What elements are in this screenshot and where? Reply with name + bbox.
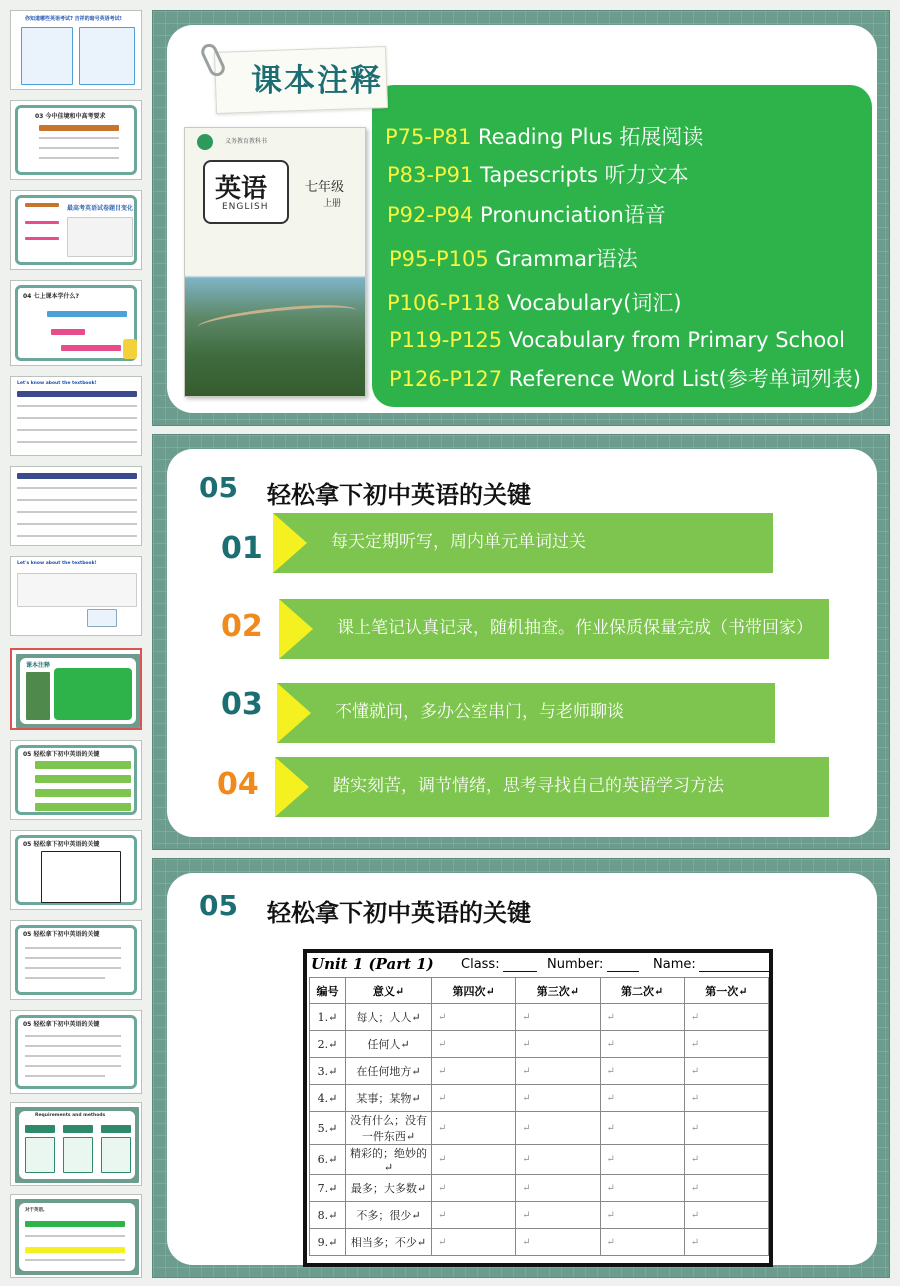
table-row — [310, 1202, 769, 1229]
answer-cell[interactable]: ↵ — [600, 1031, 684, 1058]
answer-cell[interactable]: ↵ — [432, 1229, 516, 1256]
thumb-title: 04 七上课本学什么? — [23, 293, 79, 300]
table-row — [310, 1085, 769, 1112]
answer-cell[interactable]: ↵ — [600, 1112, 684, 1145]
answer-cell[interactable]: ↵ — [684, 1112, 768, 1145]
row-number: 9.↵ — [310, 1229, 346, 1256]
table-row — [310, 1004, 769, 1031]
column-header: 编号 — [310, 978, 346, 1004]
class-label: Class: — [461, 957, 500, 972]
answer-cell[interactable]: ↵ — [600, 1058, 684, 1085]
column-header: 意义↵ — [346, 978, 432, 1004]
key-item-bar — [275, 757, 829, 817]
column-header: 第二次↵ — [600, 978, 684, 1004]
slide-keys-to-english[interactable] — [152, 434, 890, 850]
thumb-title: 最高考英语试卷题目变化 — [67, 205, 134, 212]
thumb-title: 对于英语, — [25, 1208, 45, 1213]
slide-textbook-notes[interactable] — [152, 10, 890, 426]
slide-thumbnail-12[interactable] — [10, 1010, 142, 1094]
key-text: 不懂就问，多办公室串门，与老师聊谈 — [335, 702, 624, 723]
key-number: 03 — [221, 687, 263, 722]
thumb-title: 05 轻松拿下初中英语的关键 — [23, 1021, 100, 1028]
answer-cell[interactable]: ↵ — [516, 1085, 600, 1112]
thumb-title: Let's know about the textbook! — [17, 381, 97, 386]
slide-thumbnail-8[interactable] — [10, 648, 142, 730]
slide-thumbnail-4[interactable] — [10, 280, 142, 366]
slide-thumbnail-5[interactable] — [10, 376, 142, 456]
slide-title: 轻松拿下初中英语的关键 — [267, 480, 531, 509]
answer-cell[interactable]: ↵ — [600, 1085, 684, 1112]
slide-thumbnail-11[interactable] — [10, 920, 142, 1000]
row-meaning: 没有什么；没有一件东西↵ — [346, 1112, 432, 1145]
answer-cell[interactable]: ↵ — [684, 1085, 768, 1112]
row-number: 2.↵ — [310, 1031, 346, 1058]
book-title-en: ENGLISH — [222, 202, 269, 212]
sheet-header — [311, 955, 771, 977]
answer-cell[interactable]: ↵ — [684, 1145, 768, 1175]
key-item-bar — [273, 513, 773, 573]
answer-cell[interactable]: ↵ — [600, 1004, 684, 1031]
book-title-zh: 英语 — [215, 174, 268, 204]
answer-cell[interactable]: ↵ — [432, 1175, 516, 1202]
row-meaning: 相当多；不少↵ — [346, 1229, 432, 1256]
table-row — [310, 1112, 769, 1145]
slide-card — [167, 873, 877, 1265]
answer-cell[interactable]: ↵ — [600, 1229, 684, 1256]
column-header: 第一次↵ — [684, 978, 768, 1004]
answer-cell[interactable]: ↵ — [432, 1202, 516, 1229]
column-header: 第三次↵ — [516, 978, 600, 1004]
toc-item: P92-P94 Pronunciation语音 — [387, 203, 666, 227]
toc-item: P83-P91 Tapescripts 听力文本 — [387, 163, 689, 187]
row-number: 6.↵ — [310, 1145, 346, 1175]
answer-cell[interactable]: ↵ — [684, 1031, 768, 1058]
row-number: 3.↵ — [310, 1058, 346, 1085]
thumb-title: 03 今中佳境和中高考要求 — [35, 113, 106, 120]
table-header-row — [310, 978, 769, 1004]
toc-item: P126-P127 Reference Word List(参考单词列表) — [389, 367, 861, 391]
answer-cell[interactable]: ↵ — [600, 1202, 684, 1229]
table-row — [310, 1175, 769, 1202]
toc-item: P95-P105 Grammar语法 — [389, 247, 638, 271]
answer-cell[interactable]: ↵ — [516, 1175, 600, 1202]
key-text: 每天定期听写，周内单元单词过关 — [331, 532, 586, 553]
answer-cell[interactable]: ↵ — [432, 1058, 516, 1085]
answer-cell[interactable]: ↵ — [684, 1004, 768, 1031]
row-meaning: 不多；很少↵ — [346, 1202, 432, 1229]
column-header: 第四次↵ — [432, 978, 516, 1004]
answer-cell[interactable]: ↵ — [516, 1145, 600, 1175]
slide-title: 课本注释 — [251, 63, 383, 99]
slide-thumbnail-rail — [0, 0, 146, 1286]
table-row — [310, 1031, 769, 1058]
slide-thumbnail-7[interactable] — [10, 556, 142, 636]
answer-cell[interactable]: ↵ — [432, 1085, 516, 1112]
number-label: Number: — [547, 957, 604, 972]
row-meaning: 精彩的；绝妙的↵ — [346, 1145, 432, 1175]
toc-item: P75-P81 Reading Plus 拓展阅读 — [385, 125, 704, 149]
answer-cell[interactable]: ↵ — [432, 1145, 516, 1175]
book-volume: 上册 — [323, 199, 342, 209]
row-number: 1.↵ — [310, 1004, 346, 1031]
table-row — [310, 1229, 769, 1256]
key-item-bar — [279, 599, 829, 659]
answer-cell[interactable]: ↵ — [432, 1031, 516, 1058]
slide-thumbnail-2[interactable] — [10, 100, 142, 180]
thumb-title: Requirements and methods — [35, 1113, 106, 1118]
sheet-unit: Unit 1 (Part 1) — [311, 955, 434, 973]
key-number: 04 — [217, 767, 259, 802]
section-number: 05 — [199, 889, 238, 922]
slide-thumbnail-6[interactable] — [10, 466, 142, 546]
row-number: 4.↵ — [310, 1085, 346, 1112]
thumb-title: 05 轻松拿下初中英语的关键 — [23, 841, 100, 848]
slide-dictation-sheet[interactable] — [152, 858, 890, 1278]
slide-card — [167, 25, 877, 413]
answer-cell[interactable]: ↵ — [600, 1175, 684, 1202]
row-meaning: 任何人↵ — [346, 1031, 432, 1058]
answer-cell[interactable]: ↵ — [432, 1004, 516, 1031]
thumb-title: 05 轻松拿下初中英语的关键 — [23, 931, 100, 938]
answer-cell[interactable]: ↵ — [516, 1229, 600, 1256]
answer-cell[interactable]: ↵ — [684, 1229, 768, 1256]
answer-cell[interactable]: ↵ — [684, 1202, 768, 1229]
section-number: 05 — [199, 471, 238, 504]
textbook-cover-image — [184, 127, 366, 397]
row-meaning: 某事；某物↵ — [346, 1085, 432, 1112]
row-meaning: 最多；大多数↵ — [346, 1175, 432, 1202]
key-text: 踏实刻苦，调节情绪，思考寻找自己的英语学习方法 — [333, 776, 724, 797]
key-item-bar — [277, 683, 775, 743]
book-publisher: 义务教育教科书 — [225, 138, 268, 145]
slide-thumbnail-9[interactable] — [10, 740, 142, 820]
thumb-title: 课本注释 — [26, 662, 51, 669]
vocabulary-dictation-sheet — [303, 949, 773, 1267]
slide-thumbnail-1[interactable] — [10, 10, 142, 90]
thumb-title: Let's know about the textbook! — [17, 561, 97, 566]
slide-card — [167, 449, 877, 837]
row-number: 5.↵ — [310, 1112, 346, 1145]
slide-thumbnail-10[interactable] — [10, 830, 142, 910]
row-meaning: 在任何地方↵ — [346, 1058, 432, 1085]
slide-title: 轻松拿下初中英语的关键 — [267, 898, 531, 927]
answer-cell[interactable]: ↵ — [516, 1004, 600, 1031]
table-row — [310, 1145, 769, 1175]
answer-cell[interactable]: ↵ — [600, 1145, 684, 1175]
row-number: 7.↵ — [310, 1175, 346, 1202]
slide-thumbnail-14[interactable] — [10, 1194, 142, 1278]
thumb-title: 你知道哪些英语考试? 吉祥的暗号英语考试! — [25, 16, 122, 22]
answer-cell[interactable]: ↵ — [516, 1031, 600, 1058]
great-wall-illustration — [196, 300, 357, 339]
toc-item: P106-P118 Vocabulary(词汇) — [387, 291, 682, 315]
thumb-title: 05 轻松拿下初中英语的关键 — [23, 751, 100, 758]
answer-cell[interactable]: ↵ — [516, 1058, 600, 1085]
key-number: 02 — [221, 609, 263, 644]
key-text: 课上笔记认真记录，随机抽查。作业保质保量完成（书带回家） — [337, 618, 813, 639]
slide-thumbnail-3[interactable] — [10, 190, 142, 270]
key-number: 01 — [221, 531, 263, 566]
answer-cell[interactable]: ↵ — [684, 1058, 768, 1085]
answer-cell[interactable]: ↵ — [516, 1112, 600, 1145]
book-grade: 七年级 — [305, 180, 345, 195]
row-meaning: 每人；人人↵ — [346, 1004, 432, 1031]
toc-item: P119-P125 Vocabulary from Primary School — [389, 328, 845, 352]
publisher-logo-icon — [197, 134, 213, 150]
row-number: 8.↵ — [310, 1202, 346, 1229]
answer-cell[interactable]: ↵ — [432, 1112, 516, 1145]
name-label: Name: — [653, 957, 696, 972]
slide-thumbnail-13[interactable] — [10, 1102, 142, 1186]
dictation-table — [309, 977, 769, 1256]
answer-cell[interactable]: ↵ — [684, 1175, 768, 1202]
table-row — [310, 1058, 769, 1085]
answer-cell[interactable]: ↵ — [516, 1202, 600, 1229]
